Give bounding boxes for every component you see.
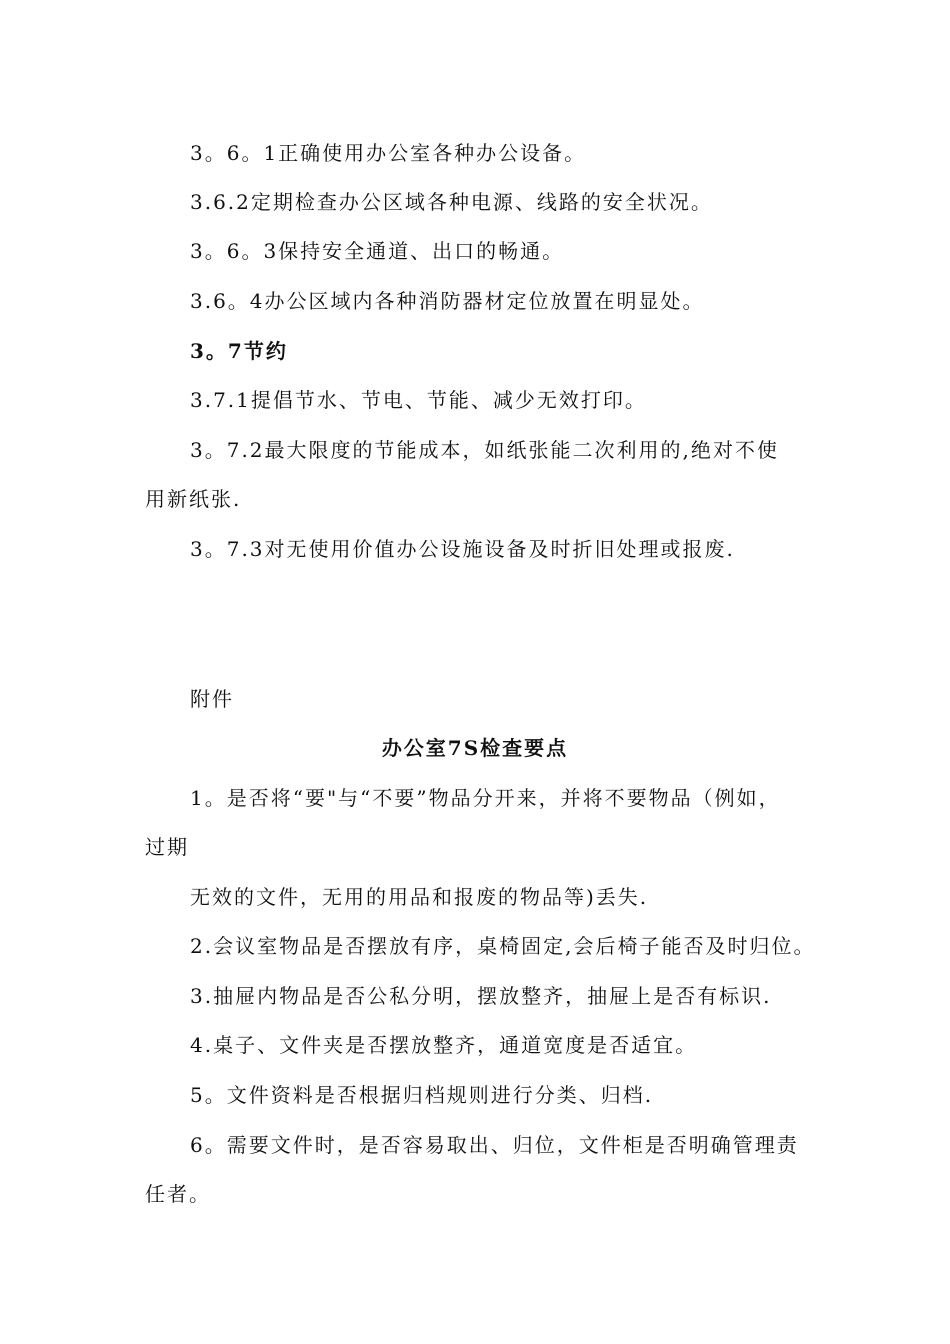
check-point-6-line2: 任者。 [145,1182,211,1206]
clause-3-6-2: 3.6.2定期检查办公区域各种电源、线路的安全状况。 [190,190,713,214]
clause-3-6-3: 3。6。3保持安全通道、出口的畅通。 [190,239,565,263]
check-point-2: 2.会议室物品是否摆放有序，桌椅固定,会后椅子能否及时归位。 [190,934,816,958]
check-point-5: 5。文件资料是否根据归档规则进行分类、归档. [190,1083,654,1107]
check-point-1-line3: 无效的文件，无用的用品和报废的物品等)丢失. [190,885,649,909]
clause-3-7-2-line1: 3。7.2最大限度的节能成本，如纸张能二次利用的,绝对不使 [190,438,779,462]
appendix-label: 附件 [190,687,234,711]
check-point-3: 3.抽屉内物品是否公私分明，摆放整齐，抽屉上是否有标识. [190,984,772,1008]
check-point-1-line1: 1。是否将“要"与“不要”物品分开来，并将不要物品（例如， [190,786,781,810]
check-point-1-line2: 过期 [145,835,189,859]
clause-3-7-3: 3。7.3对无使用价值办公设施设备及时折旧处理或报废. [190,537,735,561]
clause-3-7-2-line2: 用新纸张. [145,487,242,511]
clause-3-6-4: 3.6。4办公区域内各种消防器材定位放置在明显处。 [190,289,705,313]
section-heading-3-7: 3。7节约 [190,339,288,363]
clause-3-6-1: 3。6。1正确使用办公室各种办公设备。 [190,141,587,165]
check-point-6-line1: 6。需要文件时，是否容易取出、归位，文件柜是否明确管理责 [190,1133,799,1157]
clause-3-7-1: 3.7.1提倡节水、节电、节能、减少无效打印。 [190,388,647,412]
check-point-4: 4.桌子、文件夹是否摆放整齐，通道宽度是否适宜。 [190,1033,698,1057]
appendix-title: 办公室7S检查要点 [381,736,569,760]
